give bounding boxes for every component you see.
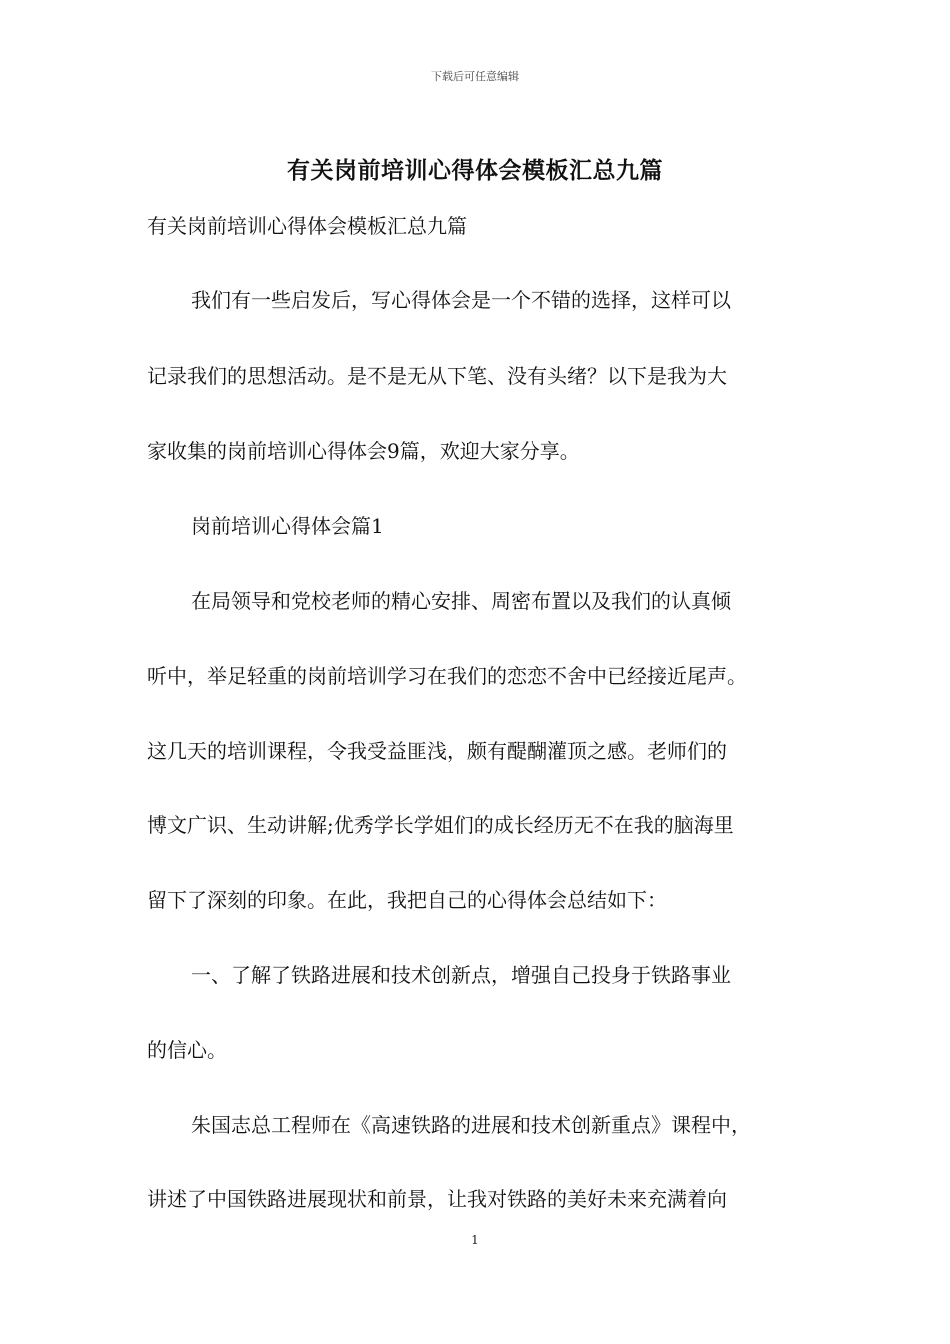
body-line: 博文广识、生动讲解;优秀学长学姐们的成长经历无不在我的脑海里 xyxy=(147,813,734,837)
body-line: 家收集的岗前培训心得体会9篇，欢迎大家分享。 xyxy=(147,439,580,463)
section-heading: 岗前培训心得体会篇1 xyxy=(191,514,384,538)
page-number: 1 xyxy=(471,1233,479,1247)
body-line: 一、了解了铁路进展和技术创新点，增强自己投身于铁路事业 xyxy=(191,963,731,987)
body-line: 的信心。 xyxy=(147,1038,227,1062)
body-line: 我们有一些启发后，写心得体会是一个不错的选择，这样可以 xyxy=(191,288,731,312)
document-title: 有关岗前培训心得体会模板汇总九篇 xyxy=(287,157,663,184)
body-line: 听中，举足轻重的岗前培训学习在我们的恋恋不舍中已经接近尾声。 xyxy=(147,664,747,688)
body-line: 朱国志总工程师在《高速铁路的进展和技术创新重点》课程中， xyxy=(191,1113,751,1137)
subtitle-line: 有关岗前培训心得体会模板汇总九篇 xyxy=(147,214,467,238)
body-line: 在局领导和党校老师的精心安排、周密布置以及我们的认真倾 xyxy=(191,589,731,613)
page-header: 下载后可任意编辑 xyxy=(431,70,519,83)
body-line: 留下了深刻的印象。在此，我把自己的心得体会总结如下： xyxy=(147,888,667,912)
body-line: 这几天的培训课程，令我受益匪浅，颇有醍醐灌顶之感。老师们的 xyxy=(147,739,727,763)
body-line: 讲述了中国铁路进展现状和前景，让我对铁路的美好未来充满着向 xyxy=(147,1187,727,1211)
body-line: 记录我们的思想活动。是不是无从下笔、没有头绪？以下是我为大 xyxy=(147,364,727,388)
